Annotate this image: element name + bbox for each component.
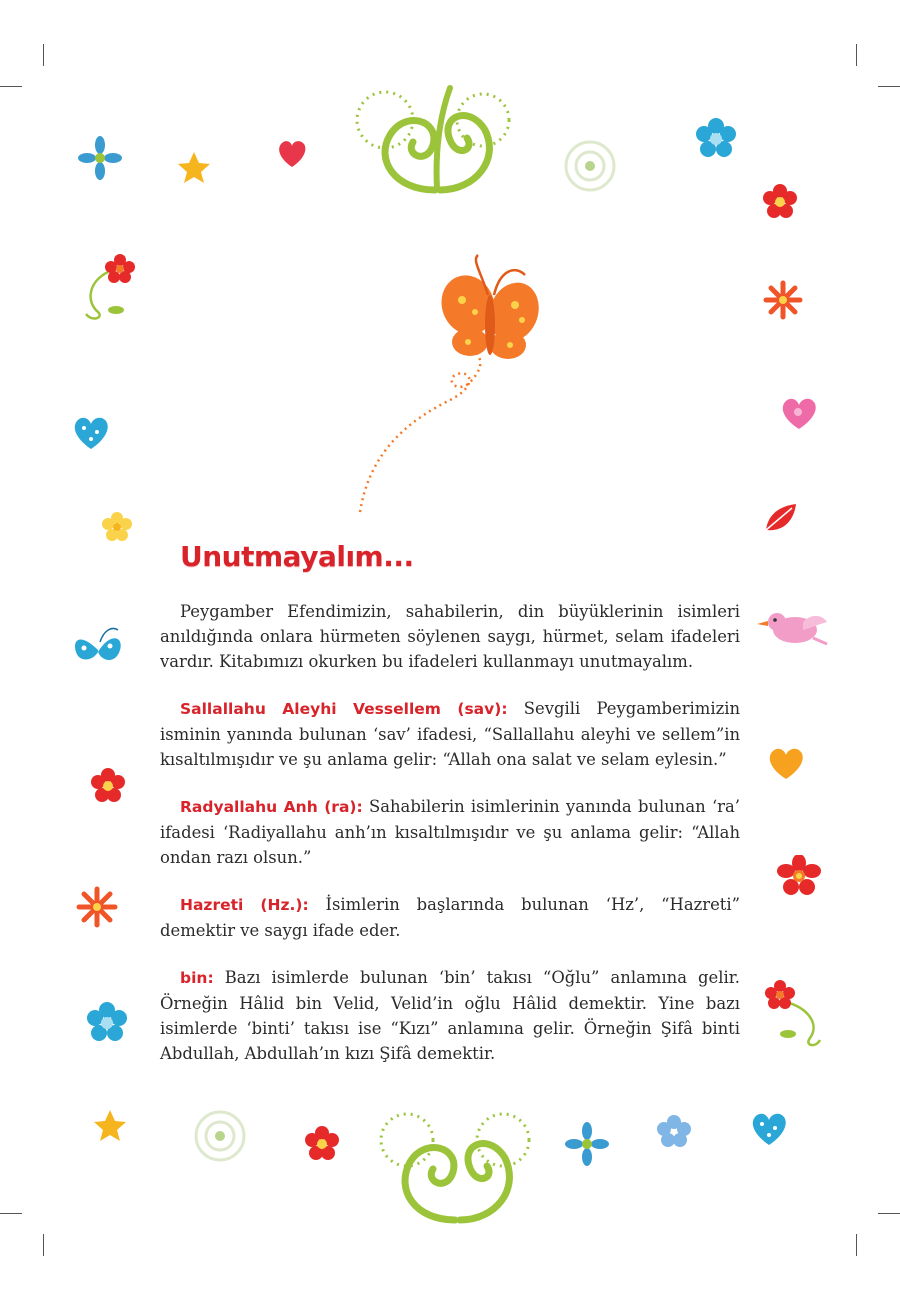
- heart-icon: [748, 1108, 790, 1148]
- star-icon: [657, 1114, 691, 1148]
- heart-icon: [275, 136, 309, 170]
- crop-mark: [43, 44, 44, 66]
- entry-term: Hazreti (Hz.):: [180, 896, 309, 914]
- entry-text: Sahabilerin isimlerinin yanında bulunan ‘ra’ ifadesi ‘Radiyallahu anh’ın kısaltılmışıdır ve şu anlama gelir: “Allah ondan razı olsun.”: [160, 797, 740, 867]
- entry-bin: [160, 965, 740, 1066]
- flower-icon: [78, 136, 122, 180]
- flower-icon: [76, 886, 118, 928]
- main-content: [160, 540, 740, 1088]
- butterfly-icon: [350, 250, 550, 520]
- flower-icon: [777, 855, 821, 897]
- crop-mark: [43, 1234, 44, 1256]
- bird-icon: [755, 600, 829, 654]
- entry-ra: [160, 794, 740, 870]
- star-icon: [92, 1108, 128, 1144]
- page-title: Unutmayalım...: [180, 540, 414, 573]
- heart-icon: [765, 744, 807, 782]
- heart-icon: [70, 412, 112, 452]
- entry-hz: [160, 892, 740, 943]
- flower-icon: [190, 1108, 250, 1164]
- flower-icon: [762, 184, 798, 220]
- flower-icon: [695, 118, 737, 160]
- crop-mark: [0, 1213, 22, 1214]
- leaf-icon: [762, 500, 800, 540]
- flower-icon: [565, 1122, 609, 1166]
- flower-icon: [90, 768, 126, 804]
- crop-mark: [878, 1213, 900, 1214]
- flower-icon: [86, 1002, 128, 1044]
- crop-mark: [0, 86, 22, 87]
- flower-icon: [304, 1126, 340, 1162]
- entry-sav: [160, 696, 740, 772]
- entry-text: İsimlerin başlarında bulunan ‘Hz’, “Hazreti” demektir ve saygı ifade eder.: [160, 895, 741, 940]
- flower-icon: [560, 138, 620, 194]
- butterfly-icon: [70, 622, 126, 678]
- flower-icon: [78, 252, 138, 324]
- swirl-ornament: [375, 1100, 535, 1230]
- entry-term: bin:: [180, 969, 214, 987]
- intro-paragraph: Peygamber Efendimizin, sahabilerin, din büyüklerinin isimleri anıldığında onlara hürmeten söylenen saygı, hürmet, selam ifadeleri vardır. Kitabımızı okurken bu ifadeleri kullanmayı unutmayalım.: [160, 602, 740, 671]
- entry-text: Bazı isimlerde bulunan ‘bin’ takısı “Oğlu” anlamına gelir. Örneğin Hâlid bin Velid, Velid’in oğlu Hâlid demektir. Yine bazı isimlerde ‘binti’ takısı ise “Kızı” anlamına gelir. Örneğin Şifâ binti Abdullah, Abdullah’ın kızı Şifâ demektir.: [160, 968, 740, 1063]
- crop-mark: [878, 86, 900, 87]
- entry-term: Sallallahu Aleyhi Vessellem (sav):: [180, 700, 508, 718]
- entry-term: Radyallahu Anh (ra):: [180, 798, 363, 816]
- swirl-ornament: [355, 80, 515, 210]
- flower-icon: [102, 512, 132, 542]
- flower-icon: [762, 978, 824, 1050]
- crop-mark: [856, 44, 857, 66]
- heart-icon: [778, 394, 820, 432]
- star-icon: [176, 150, 212, 186]
- flower-icon: [763, 280, 803, 320]
- entry-text: Sevgili Peygamberimizin isminin yanında bulunan ‘sav’ ifadesi, “Sallallahu aleyhi ve sellem”in kısaltılmışıdır ve şu anlama gelir: “Allah ona salat ve selam eylesin.”: [160, 699, 741, 769]
- crop-mark: [856, 1234, 857, 1256]
